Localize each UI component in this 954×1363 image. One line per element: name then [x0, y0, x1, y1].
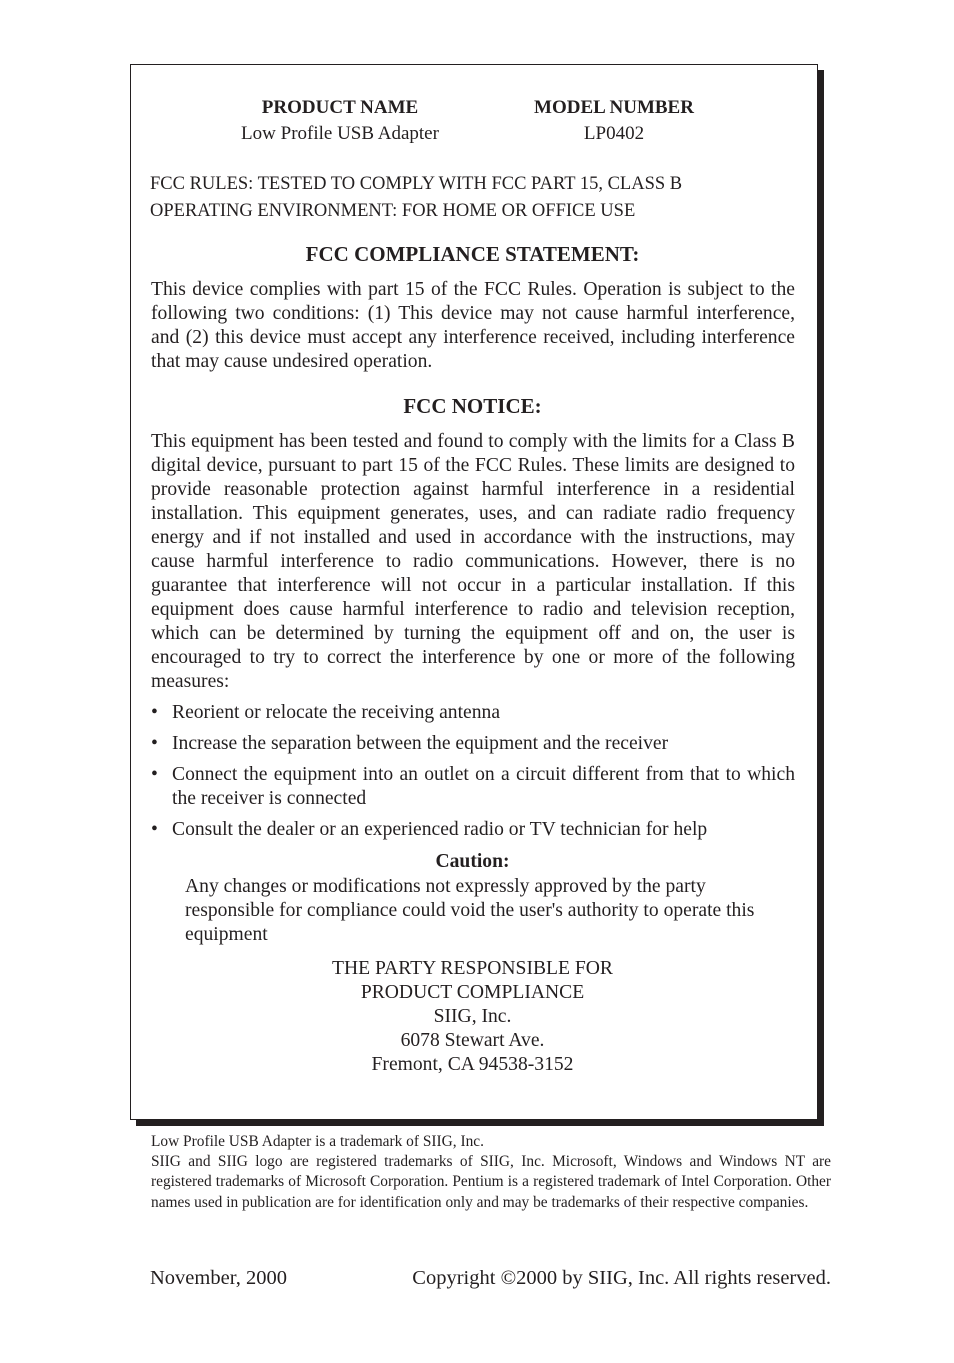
footer-date: November, 2000: [150, 1267, 287, 1289]
list-item: [151, 732, 795, 756]
list-item: [151, 818, 795, 842]
fcc-rules: [150, 171, 810, 225]
trademark-notice: [151, 1132, 831, 1213]
operating-environment-line: OPERATING ENVIRONMENT: FOR HOME OR OFFICE USE: [150, 201, 636, 221]
notice-heading: FCC NOTICE:: [403, 394, 542, 418]
model-number-block: [504, 96, 724, 148]
responsible-party: [150, 957, 795, 1077]
bullet-icon: •: [151, 733, 158, 754]
bullet-icon: •: [151, 819, 158, 840]
notice-text: This equipment has been tested and found to comply with the limits for a Class B digital device, pursuant to part 15 of the FCC Rules. These limits are designed to provide reasonable protection against harmful interference in a residential installation. This equipment generates, uses, and can radiate radio frequency energy and if not installed and used in accordance with the instructions, may cause harmful interference to radio communications. However, there is no guarantee that interference will not occur in a particular installation. If this equipment does cause harmful interference to radio and television reception, which can be determined by turning the equipment off and on, the user is encouraged to try to correct the interference by one or more of the following measures:: [151, 431, 795, 692]
model-number-heading: MODEL NUMBER: [534, 97, 694, 118]
product-name-heading: PRODUCT NAME: [261, 97, 419, 118]
party-street: 6078 Stewart Ave.: [400, 1030, 545, 1051]
product-name-value: Low Profile USB Adapter: [241, 123, 439, 144]
trademark-line: Low Profile USB Adapter is a trademark of SIIG, Inc.: [151, 1133, 484, 1150]
caution-text: Any changes or modifications not expressly approved by the party responsible for compliance could void the user's authority to operate this equipment: [185, 876, 755, 945]
caution-heading: Caution:: [435, 851, 510, 872]
trademark-text: SIIG and SIIG logo are registered trademarks of SIIG, Inc. Microsoft, Windows and Windows NT are registered trademarks of Microsoft Corporation. Pentium is a registered trademark of Intel Corporation. Other names used in publication are for identification only and may be trademarks of their respective companies.: [151, 1153, 831, 1211]
measure-text: Reorient or relocate the receiving antenna: [172, 702, 501, 723]
compliance-heading: FCC COMPLIANCE STATEMENT:: [305, 242, 640, 266]
product-name-block: [210, 96, 470, 148]
party-company: SIIG, Inc.: [433, 1006, 512, 1027]
bullet-icon: •: [151, 764, 158, 785]
compliance-text: This device complies with part 15 of the FCC Rules. Operation is subject to the following two conditions: (1) This device may not cause harmful interference, and (2) this device must accept any interference received, including interference that may cause undesired operation.: [151, 279, 795, 372]
model-number-value: LP0402: [583, 123, 645, 144]
party-line-1: THE PARTY RESPONSIBLE FOR: [332, 958, 613, 979]
measures-list: [151, 701, 795, 849]
measure-text: Increase the separation between the equipment and the receiver: [172, 733, 669, 754]
list-item: [151, 763, 795, 811]
fcc-rules-line: FCC RULES: TESTED TO COMPLY WITH FCC PART 15, CLASS B: [150, 174, 683, 194]
footer-copyright: Copyright ©2000 by SIIG, Inc. All rights reserved.: [412, 1267, 831, 1289]
list-item: [151, 701, 795, 725]
party-line-2: PRODUCT COMPLIANCE: [360, 982, 585, 1003]
bullet-icon: •: [151, 702, 158, 723]
party-city: Fremont, CA 94538-3152: [371, 1054, 574, 1075]
measure-text: Connect the equipment into an outlet on a circuit different from that to which the receiver is connected: [172, 764, 795, 809]
measure-text: Consult the dealer or an experienced radio or TV technician for help: [172, 819, 708, 840]
